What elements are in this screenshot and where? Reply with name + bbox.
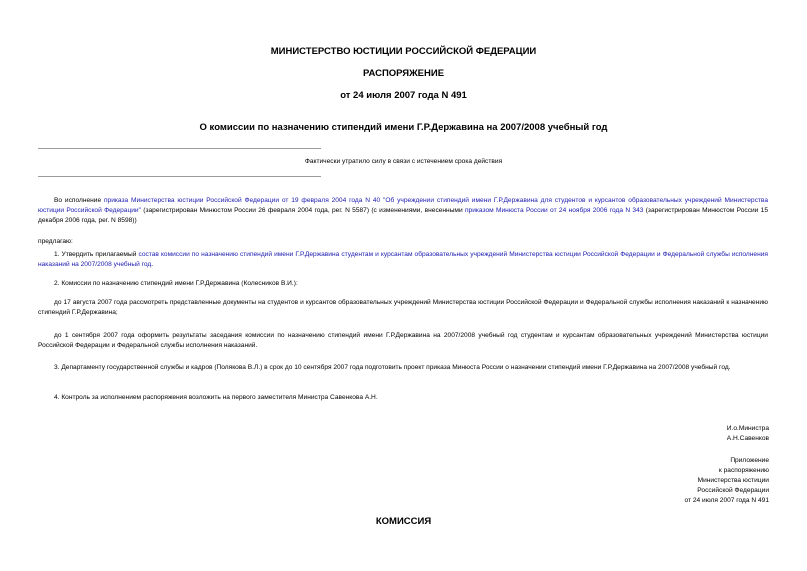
proposes-label: предлагаю:: [38, 238, 73, 245]
divider-bottom: [38, 176, 321, 177]
commission-heading: КОМИССИЯ: [375, 516, 432, 527]
status-note: Фактически утратило силу в связи с истечением срока действия: [304, 158, 503, 165]
document-title: О комиссии по назначению стипендий имени Г.Р.Державина на 2007/2008 учебный год: [199, 122, 608, 133]
appendix-block: [685, 456, 770, 506]
item-2a: до 17 августа 2007 года рассмотреть представленные документы на студентов и курсантов образовательных учреждений Министерства юстиции Российской Федерации и Федеральной службы исполнения наказаний к назначению стипендий Г.Р.Державина;: [38, 299, 768, 316]
item-4: 4. Контроль за исполнением распоряжения возложить на первого заместителя Министра Савенкова А.Н.: [54, 394, 378, 401]
appendix-line: от 24 июля 2007 года N 491: [684, 497, 769, 504]
appendix-line: Российской Федерации: [697, 487, 769, 494]
signature-position: И.о.Министра: [726, 425, 769, 432]
document-type: РАСПОРЯЖЕНИЕ: [362, 68, 445, 79]
appendix-line: Министерства юстиции: [697, 477, 769, 484]
signature-block: [727, 424, 769, 444]
item-3: 3. Департаменту государственной службы и кадров (Полякова В.Л.) в срок до 10 сентября 2007 года подготовить проект приказа Минюста России о назначении стипендий имени Г.Р.Державина на 2007/2008 учебный год.: [54, 364, 731, 371]
document-date-number: от 24 июля 2007 года N 491: [340, 90, 467, 101]
ministry-heading: МИНИСТЕРСТВО ЮСТИЦИИ РОССИЙСКОЙ ФЕДЕРАЦИИ: [270, 46, 537, 57]
item-2b: до 1 сентября 2007 года оформить результаты заседания комиссии по назначению стипендий имени Г.Р.Державина на 2007/2008 учебный год студентам и курсантам образовательных учреждений Министерства юстиции Российской Федерации и Федеральной службы исполнения наказаний.: [38, 332, 768, 349]
order-343-link[interactable]: приказом Минюста России от 24 ноября 2006 года N 343: [464, 207, 644, 214]
appendix-line: к распоряжению: [718, 467, 769, 474]
commission-composition-link[interactable]: состав комиссии по назначению стипендий имени Г.Р.Державина студентам и курсантам образовательных учреждений Министерства юстиции Российской Федерации и Федеральной службы исполнения наказаний на 2007/2008 учебный год: [38, 251, 768, 268]
item-2: 2. Комиссии по назначению стипендий имени Г.Р.Державина (Колесников В.И.):: [54, 280, 298, 287]
item-1: 1. Утвердить прилагаемый состав комиссии по назначению стипендий имени Г.Р.Державина студентам и курсантам образовательных учреждений Министерства юстиции Российской Федерации и Федеральной службы исполнения наказаний на 2007/2008 учебный год.: [38, 251, 768, 268]
signature-name: А.Н.Савенков: [726, 435, 769, 442]
preamble: Во исполнение приказа Министерства юстиции Российской Федерации от 19 февраля 2004 года N 40 "Об учреждении стипендий имени Г.Р.Державина для студентов и курсантов образовательных учреждений Министерства юстиции Российской Федерации" (зарегистрирован Минюстом России 26 февраля 2004 года, рег. N 5587) (с изменениями, внесенными приказом Минюста России от 24 ноября 2006 года N 343 (зарегистрирован Минюстом России 15 декабря 2006 года, рег. N 8598)): [38, 197, 769, 224]
order-40-link[interactable]: приказа Министерства юстиции Российской Федерации от 19 февраля 2004 года N 40 "Об учреждении стипендий имени Г.Р.Державина для студентов и курсантов образовательных учреждений Министерства юстиции Российской Федерации": [38, 197, 768, 214]
divider-top: [38, 148, 321, 149]
appendix-line: Приложение: [730, 457, 769, 464]
